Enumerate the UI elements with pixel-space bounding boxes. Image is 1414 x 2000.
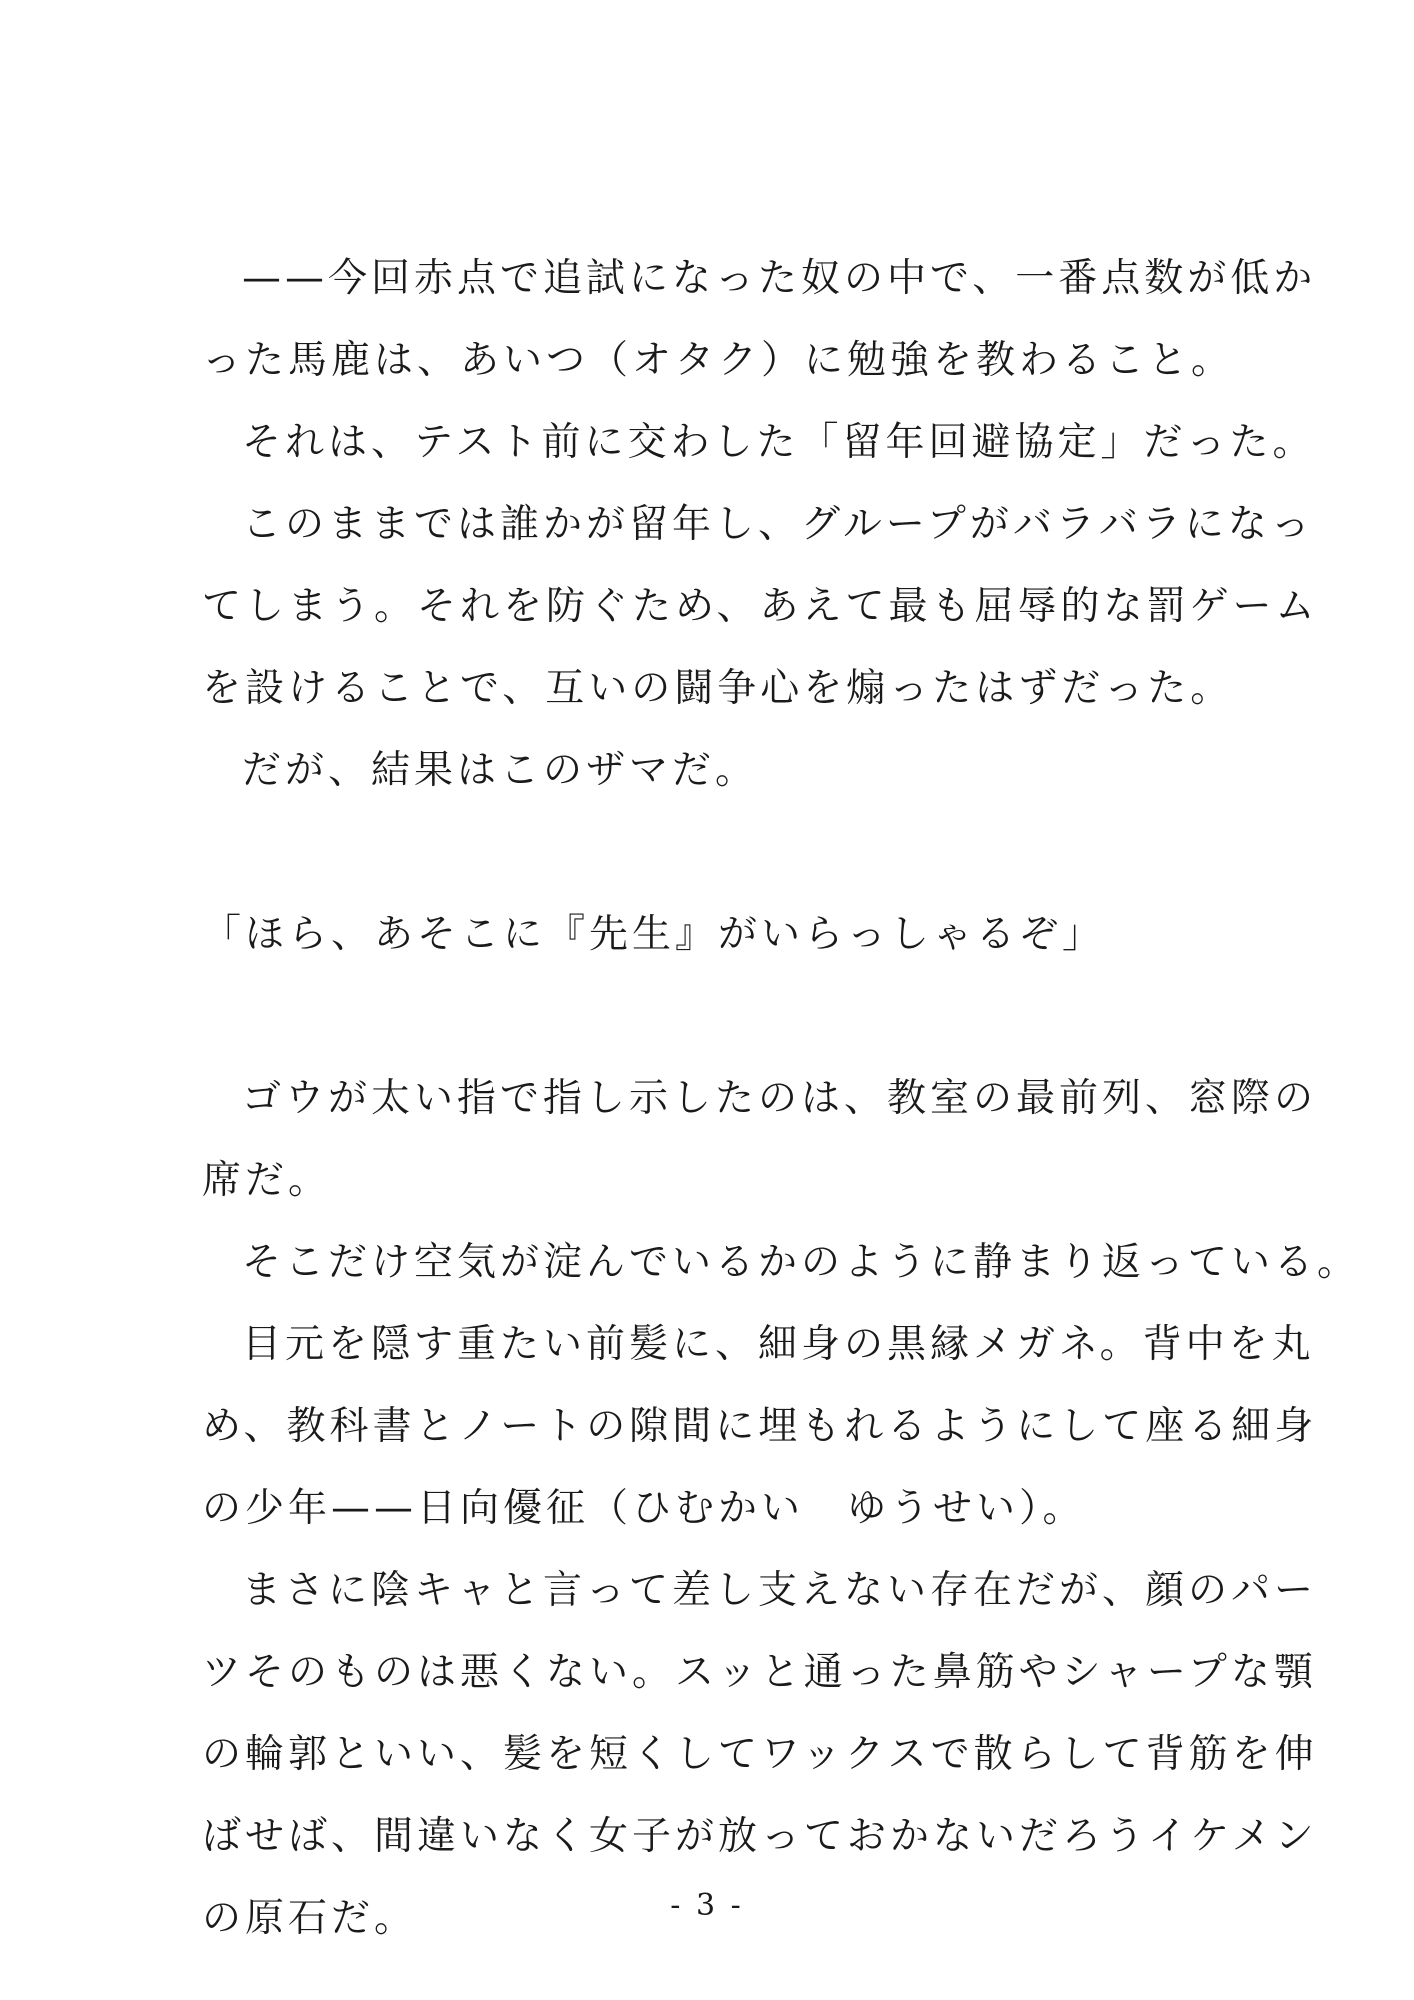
text-line: を設けることで、互いの闘争心を煽ったはずだった。 [202, 666, 1234, 711]
blank-line [202, 812, 1212, 894]
text-line: ゴウが太い指で指し示したのは、教室の最前列、窓際の [242, 1076, 1318, 1121]
text-line: の輪郭といい、髪を短くしてワックスで散らして背筋を伸 [202, 1732, 1318, 1777]
text-line: ツそのものは悪くない。スッと通った鼻筋やシャープな顎 [202, 1650, 1317, 1695]
text-line: それは、テスト前に交わした「留年回避協定」だった。 [242, 420, 1316, 465]
text-line: った馬鹿は、あいつ（オタク）に勉強を教わること。 [202, 338, 1235, 383]
body-text [202, 238, 1361, 1960]
page-number: - 3 - [670, 1888, 744, 1923]
text-line: てしまう。それを防ぐため、あえて最も屈辱的な罰ゲーム [202, 584, 1319, 629]
text-line: ばせば、間違いなく女子が放っておかないだろうイケメン [202, 1814, 1318, 1859]
text-line: の少年——日向優征（ひむかい ゆうせい）。 [202, 1486, 1086, 1531]
text-line: め、教科書とノートの隙間に埋もれるようにして座る細身 [202, 1404, 1318, 1449]
text-line: の原石だ。 [202, 1896, 418, 1941]
text-line: 目元を隠す重たい前髪に、細身の黒縁メガネ。背中を丸 [242, 1322, 1315, 1367]
text-line: そこだけ空気が淀んでいるかのように静まり返っている。 [242, 1240, 1361, 1285]
dialogue-line: 「ほら、あそこに『先生』がいらっしゃるぞ」 [202, 912, 1106, 957]
text-line: だが、結果はこのザマだ。 [242, 748, 759, 793]
text-line: 席だ。 [202, 1158, 332, 1203]
text-line: ——今回赤点で追試になった奴の中で、一番点数が低か [242, 256, 1317, 301]
blank-line [202, 976, 1212, 1058]
text-line: このままでは誰かが留年し、グループがバラバラになっ [242, 502, 1314, 547]
text-line: まさに陰キャと言って差し支えない存在だが、顔のパー [242, 1568, 1318, 1613]
